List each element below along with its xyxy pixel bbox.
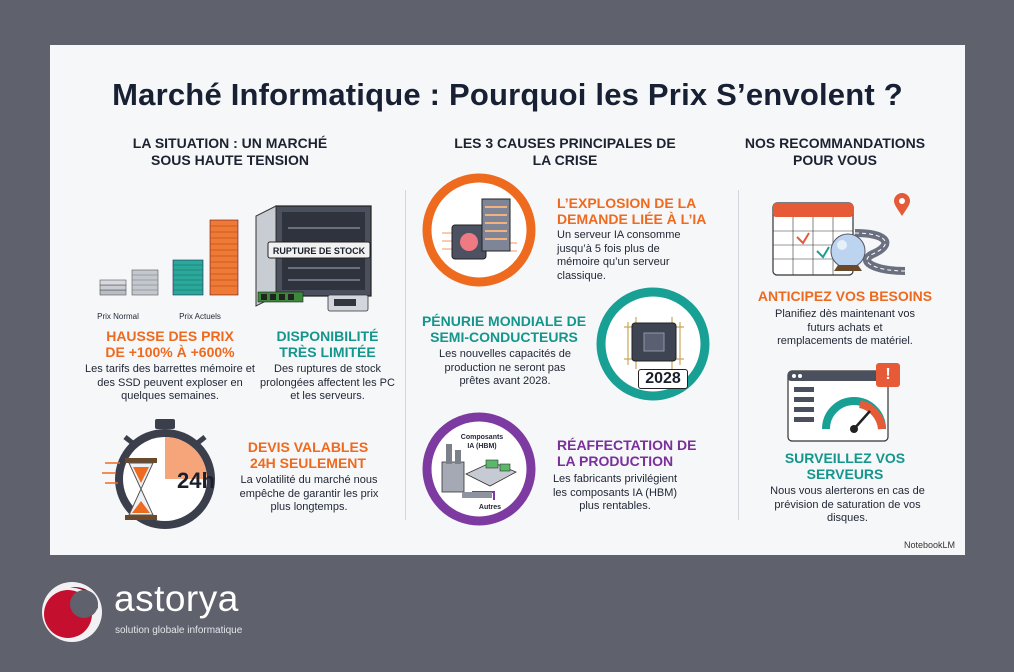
astorya-brand <box>40 580 340 650</box>
hourglass-icon <box>123 457 159 521</box>
shortage-title: PÉNURIE MONDIALE DE SEMI-CONDUCTEURS <box>421 313 587 345</box>
price-rise-text: Les tarifs des barrettes mémoire et des SSD peuvent exploser en quelques semaines. <box>85 363 255 402</box>
timer-label: 24h <box>177 468 215 493</box>
monitor-text: Nous vous alerterons en cas de prévision de saturation de vos disques. <box>770 485 925 524</box>
column-divider <box>405 190 406 520</box>
brand-tagline: solution globale informatique <box>115 625 243 636</box>
ai-demand-title: L’EXPLOSION DE LA DEMANDE LIÉE À L’IA <box>557 195 707 227</box>
ai-chip-server-icon <box>422 173 537 288</box>
column-heading-situation: LA SITUATION : UN MARCHÉ SOUS HAUTE TENSION <box>132 135 328 168</box>
anticipate-title: ANTICIPEZ VOS BESOINS <box>757 288 933 304</box>
map-pin-icon <box>893 193 911 217</box>
price-normal-label: Prix Normal <box>97 312 139 321</box>
reallocation-text: Les fabricants privilégient les composants IA (HBM) plus rentables. <box>552 473 678 512</box>
chip-year-label: 2028 <box>638 369 688 389</box>
alert-icon: ! <box>876 363 900 387</box>
infographic-card <box>50 45 965 555</box>
column-heading-causes: LES 3 CAUSES PRINCIPALES DE LA CRISE <box>454 135 676 168</box>
price-rise-title: HAUSSE DES PRIX DE +100% À +600% <box>105 328 235 360</box>
bar-stack-icon <box>90 215 240 315</box>
shortage-text: Les nouvelles capacités de production ne seront pas prêtes avant 2028. <box>438 348 572 387</box>
notebooklm-watermark: NotebookLM <box>903 540 955 550</box>
hbm-components-label: Composants IA (HBM) <box>460 434 504 450</box>
anticipate-text: Planifiez dès maintenant vos futurs achats et remplacements de matériel. <box>774 308 916 347</box>
column-divider <box>738 190 739 520</box>
ai-demand-text: Un serveur IA consomme jusqu’à 5 fois plus de mémoire qu’un serveur classique. <box>557 229 681 282</box>
brand-name: astorya <box>114 578 239 619</box>
price-current-label: Prix Actuels <box>179 312 221 321</box>
availability-title: DISPONIBILITÉ TRÈS LIMITÉE <box>276 328 379 360</box>
column-heading-recommendations: NOS RECOMMANDATIONS POUR VOUS <box>744 135 926 168</box>
reallocation-title: RÉAFFECTATION DE LA PRODUCTION <box>557 437 697 469</box>
stock-out-sign: RUPTURE DE STOCK <box>272 246 366 256</box>
availability-text: Des ruptures de stock prolongées affectent les PC et les serveurs. <box>260 363 395 402</box>
crystal-ball-icon <box>828 231 868 277</box>
monitor-title: SURVEILLEZ VOS SERVEURS <box>784 450 906 482</box>
quotes-text: La volatilité du marché nous empêche de garantir les prix plus longtemps. <box>239 474 379 513</box>
astorya-logo-icon <box>40 580 104 644</box>
quotes-title: DEVIS VALABLES 24H SEULEMENT <box>247 439 369 471</box>
other-components-label: Autres <box>478 504 502 511</box>
page-title: Marché Informatique : Pourquoi les Prix S’envolent ? <box>112 77 903 112</box>
